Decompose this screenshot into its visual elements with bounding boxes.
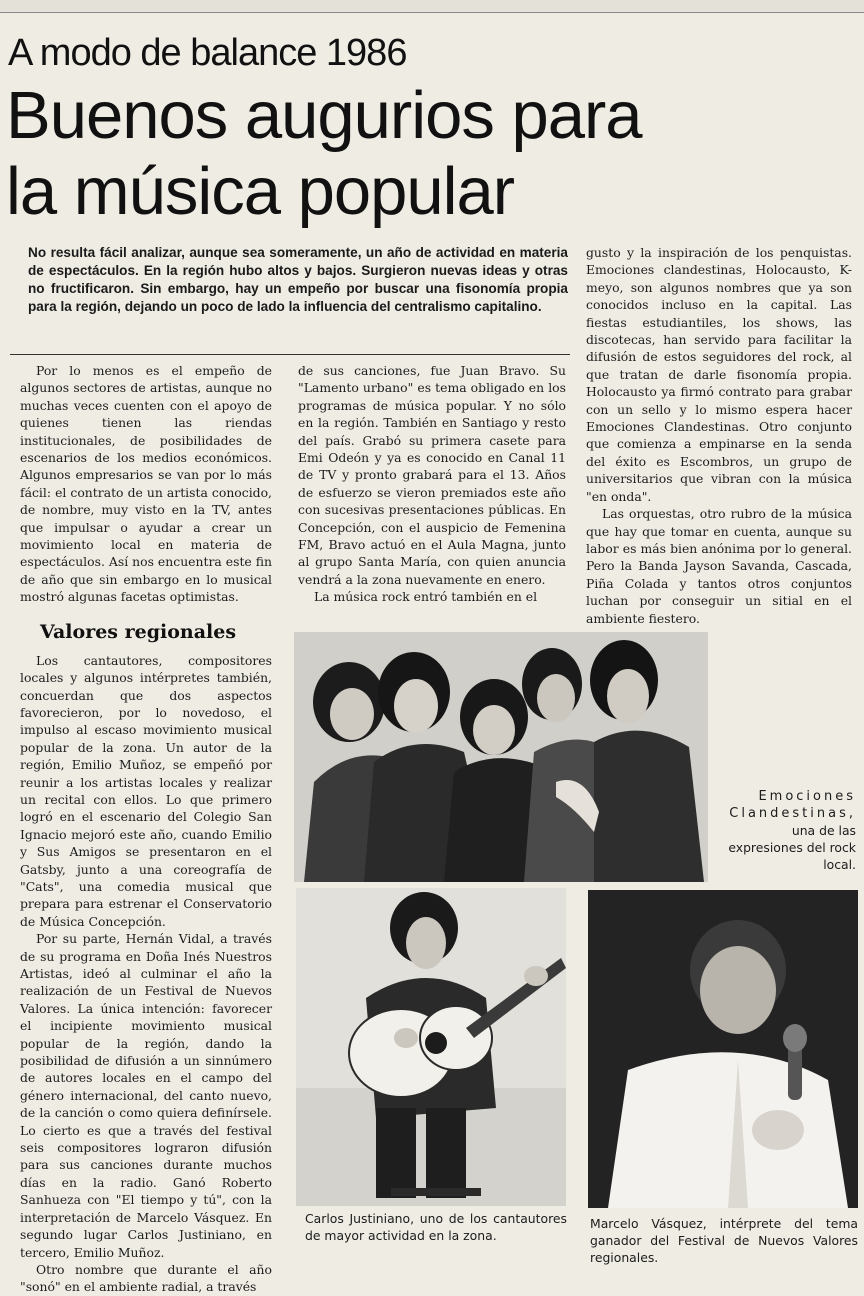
column2-paragraph-1: de sus canciones, fue Juan Bravo. Su "Lamento urbano" es tema obligado en los programas de música popular. Y no sólo en la región. También en Santiago y resto del país. Grabó su primera casete para Emi Odeón y ya es conocido en Canal 11 de TV y pronto grabará para el 13. Años de esfuerzo se vieron premiados este año con sucesivas presentaciones públicas. En Concepción, con el auspicio de Femenina FM, Bravo actuó en el Aula Magna, junto al grupo Santa María, con quien anuncia vendrá a la zona nuevamente en enero.: [298, 363, 566, 587]
article-column-2: [298, 362, 566, 626]
column2-paragraph-2: La música rock entró también en el: [314, 589, 538, 605]
guitarist-photo-caption: Carlos Justiniano, uno de los cantautores de mayor actividad en la zona.: [305, 1211, 567, 1243]
band-caption-name: Emociones Clandestinas,: [729, 789, 856, 821]
page-header-strip: [0, 0, 864, 13]
column3-paragraph-2: Las orquestas, otro rubro de la música que hay que tomar en cuenta, aunque su labor es más bien anónima por lo general. Pero la Banda Jayson Savanda, Cascada, Piña Colada y tantos otros conjuntos luchan por conseguir un sitial en el ambiente fiestero.: [586, 506, 852, 626]
column1-paragraph-3: Por su parte, Hernán Vidal, a través de su programa en Doña Inés Nuestros Artistas, ideó al culminar el año la realización de un Festival de Nuevos Valores. La única intención: favorecer el incipiente movimiento musical popular de la región, dando la posibilidad de difusión a un sinnúmero de autores locales en el campo del género internacional, del canto nuevo, de la canción o como quiera definírsele. Lo cierto es que a través del festival seis compositores lograron difusión para sus canciones durante muchos días en la radio. Ganó Roberto Sanhueza con "El tiempo y tú", con la interpretación de Marcelo Vásquez. En segundo lugar Carlos Justiniano, en tercero, Emilio Muñoz.: [20, 931, 272, 1260]
band-photo: [294, 632, 708, 882]
section-rule: [10, 354, 570, 355]
column1-paragraph-1: Por lo menos es el empeño de algunos sectores de artistas, aunque no muchas veces cuenten con el apoyo de quienes tienen las riendas institucionales, de posibilidades de escenarios de los medios económicos. Algunos empresarios se van por lo más fácil: el contrato de un artista conocido, de nombre, muy visto en la TV, antes que impulsar o ayudar a crear un movimiento local en materia de espectáculos. Así nos encuentra este fin de año que sin embargo en lo musical mostró algunas facetas optimistas.: [20, 363, 272, 605]
lede-paragraph: No resulta fácil analizar, aunque sea someramente, un año de actividad en materia de espectáculos. En la región hubo altos y bajos. Surgieron nuevas ideas y otras no fructificaron. Sin embargo, hay un empeño por buscar una fisonomía propia para la región, dejando un poco de lado la influencia del centralismo capitalino.: [28, 245, 568, 314]
headline: [6, 78, 856, 230]
article-column-3: [586, 244, 852, 629]
article-column-1: [20, 362, 272, 1295]
subheading-valores-regionales: Valores regionales: [40, 620, 237, 643]
column1-paragraph-2: Los cantautores, compositores locales y algunos intérpretes también, concuerdan que dos aspectos favorecieron, por lo novedoso, el impulso al escaso movimiento musical popular de la zona. Un autor de la región, Emilio Muñoz, se empeñó por reunir a los artistas locales y realizar un recital con ellos. Lo que primero logró en el escenario del Colegio San Ignacio mejoró este año, cuando Emilio y Sus Amigos se presentaron en el Gatsby, junto a una coreografía de "Cats", una comedia musical que prepara para estrenar el Conservatorio de Música Concepción.: [20, 652, 272, 929]
column1-paragraph-4: Otro nombre que durante el año "sonó" en el ambiente radial, a través: [20, 1261, 272, 1295]
headline-line-1: Buenos augurios para: [6, 78, 642, 153]
headline-line-2: la música popular: [6, 154, 515, 229]
guitarist-photo: [296, 888, 566, 1206]
singer-photo: [588, 890, 858, 1208]
band-caption-text: una de las expresiones del rock local.: [728, 823, 856, 872]
singer-photo-caption: Marcelo Vásquez, intérprete del tema ganador del Festival de Nuevos Valores regionales.: [590, 1216, 858, 1265]
column3-paragraph-1: gusto y la inspiración de los penquistas. Emociones clandestinas, Holocausto, K-meyo, son algunos nombres que ya son conocidos incluso en la capital. Las fiestas estudiantiles, los shows, las discotecas, han servido para facilitar la difusión de estos seguidores del rock, al que tratan de darle fisonomía propia. Holocausto ya firmó contrato para grabar con un sello y lo mismo espera hacer Emociones Clandestinas. Otro conjunto que comienza a empinarse en la senda del éxito es Escombros, un grupo de universitarios que vibran con la música "en onda".: [586, 245, 852, 504]
band-photo-caption: [720, 788, 856, 873]
kicker: A modo de balance 1986: [8, 32, 407, 74]
